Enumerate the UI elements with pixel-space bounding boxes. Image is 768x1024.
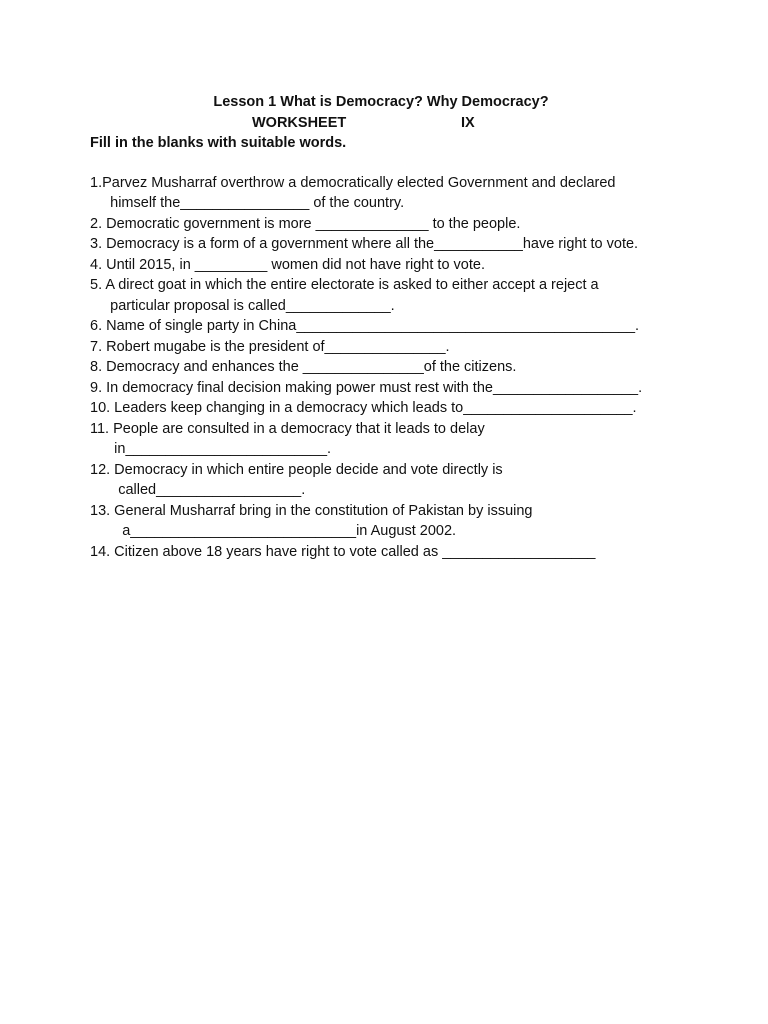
question-line: 12. Democracy in which entire people decide and vote directly is — [90, 462, 503, 478]
question-line: 14. Citizen above 18 years have right to vote called as ___________________ — [90, 544, 596, 560]
question-line: 1.Parvez Musharraf overthrow a democratically elected Government and declared — [90, 175, 616, 191]
question-line: a____________________________in August 2002. — [90, 523, 457, 539]
question-line: 9. In democracy final decision making power must rest with the__________________. — [90, 380, 643, 396]
question-line: 3. Democracy is a form of a government where all the___________have right to vote. — [90, 236, 639, 252]
question-line: 2. Democratic government is more ______________ to the people. — [90, 216, 521, 232]
worksheet-title — [0, 93, 768, 111]
question-line: 11. People are consulted in a democracy that it leads to delay — [90, 421, 485, 437]
question-line: called__________________. — [90, 482, 306, 498]
worksheet-label: WORKSHEET — [252, 115, 347, 131]
question-line: 10. Leaders keep changing in a democracy which leads to_____________________. — [90, 400, 637, 416]
question-line: 8. Democracy and enhances the _______________of the citizens. — [90, 359, 517, 375]
title-text: Lesson 1 What is Democracy? Why Democracy? — [213, 94, 549, 110]
question-line: himself the________________ of the country. — [90, 195, 405, 211]
question-line: in_________________________. — [90, 441, 332, 457]
question-line: particular proposal is called_____________. — [90, 298, 395, 314]
question-line: 5. A direct goat in which the entire electorate is asked to either accept a reject a — [90, 277, 599, 293]
question-line: 7. Robert mugabe is the president of_______________. — [90, 339, 450, 355]
grade-label: IX — [461, 115, 475, 131]
instructions: Fill in the blanks with suitable words. — [90, 135, 347, 151]
question-line: 4. Until 2015, in _________ women did not have right to vote. — [90, 257, 485, 273]
question-line: 13. General Musharraf bring in the constitution of Pakistan by issuing — [90, 503, 533, 519]
question-line: 6. Name of single party in China__________________________________________. — [90, 318, 640, 334]
